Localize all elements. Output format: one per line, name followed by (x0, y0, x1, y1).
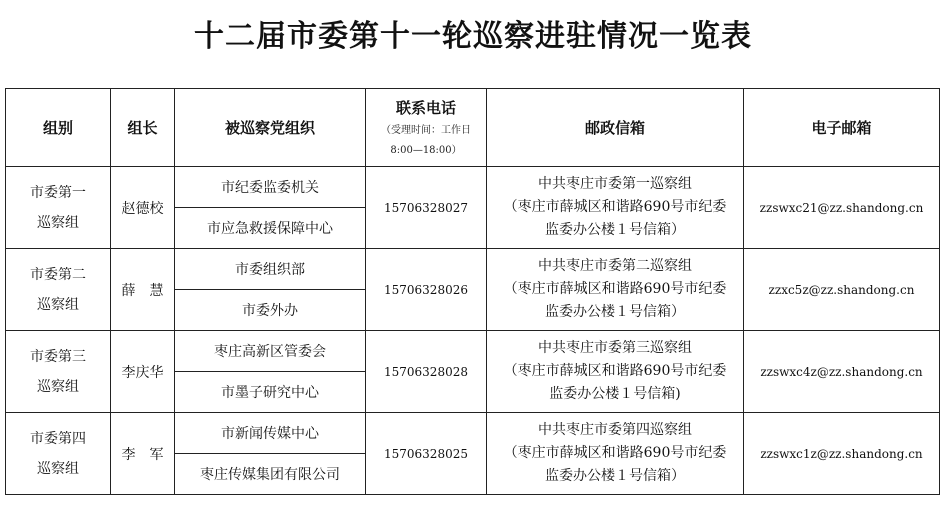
email-cell: zzswxc4z@zz.shandong.cn (744, 331, 940, 413)
inspection-table (5, 88, 940, 495)
org-cell: 市新闻传媒中心 (175, 413, 366, 454)
header-phone-label: 联系电话 (395, 98, 456, 117)
table-row (6, 331, 940, 372)
group-name-line1: 市委第二 (30, 266, 86, 283)
postal-line2: （枣庄市薛城区和谐路690号市纪委 (503, 363, 727, 379)
group-name-line2: 巡察组 (37, 296, 79, 313)
postal-line3: 监委办公楼１号信箱） (545, 222, 685, 238)
group-name-line2: 巡察组 (37, 214, 79, 231)
header-phone-note-2: 8:00—18:00） (390, 144, 462, 156)
header-phone (366, 89, 487, 167)
postal-cell (487, 413, 744, 495)
phone-cell: 15706328028 (366, 331, 487, 413)
postal-line1: 中共枣庄市委第二巡察组 (538, 258, 692, 274)
org-cell: 枣庄传媒集团有限公司 (175, 454, 366, 495)
header-orgs: 被巡察党组织 (175, 89, 366, 167)
leader-cell: 李 军 (111, 413, 175, 495)
postal-line1: 中共枣庄市委第三巡察组 (538, 340, 692, 356)
header-phone-note-1: （受理时间：工作日 (381, 124, 471, 136)
table-row (6, 167, 940, 208)
phone-cell: 15706328027 (366, 167, 487, 249)
phone-cell: 15706328026 (366, 249, 487, 331)
leader-cell: 薛 慧 (111, 249, 175, 331)
page-title: 十二届市委第十一轮巡察进驻情况一览表 (194, 19, 752, 54)
group-cell (6, 167, 111, 249)
header-postal: 邮政信箱 (487, 89, 744, 167)
org-cell: 市委组织部 (175, 249, 366, 290)
header-leader: 组长 (111, 89, 175, 167)
postal-line3: 监委办公楼１号信箱) (549, 386, 681, 402)
postal-cell (487, 331, 744, 413)
phone-cell: 15706328025 (366, 413, 487, 495)
table-row (6, 413, 940, 454)
group-name-line1: 市委第四 (30, 430, 86, 447)
group-name-line1: 市委第一 (30, 184, 86, 201)
postal-line1: 中共枣庄市委第一巡察组 (538, 176, 692, 192)
group-name-line2: 巡察组 (37, 378, 79, 395)
group-name-line1: 市委第三 (30, 348, 86, 365)
org-cell: 市应急救援保障中心 (175, 208, 366, 249)
group-cell (6, 331, 111, 413)
group-cell (6, 413, 111, 495)
org-cell: 市委外办 (175, 290, 366, 331)
org-cell: 枣庄高新区管委会 (175, 331, 366, 372)
group-cell (6, 249, 111, 331)
postal-line3: 监委办公楼１号信箱） (545, 304, 685, 320)
email-cell: zzswxc1z@zz.shandong.cn (744, 413, 940, 495)
email-cell: zzxc5z@zz.shandong.cn (744, 249, 940, 331)
header-email: 电子邮箱 (744, 89, 940, 167)
postal-line3: 监委办公楼１号信箱） (545, 468, 685, 484)
postal-line2: （枣庄市薛城区和谐路690号市纪委 (503, 445, 727, 461)
org-cell: 市墨子研究中心 (175, 372, 366, 413)
postal-line1: 中共枣庄市委第四巡察组 (538, 422, 692, 438)
group-name-line2: 巡察组 (37, 460, 79, 477)
postal-cell (487, 167, 744, 249)
org-cell: 市纪委监委机关 (175, 167, 366, 208)
header-group: 组别 (6, 89, 111, 167)
table-row (6, 249, 940, 290)
leader-cell: 赵德校 (111, 167, 175, 249)
postal-line2: （枣庄市薛城区和谐路690号市纪委 (503, 281, 727, 297)
table-header-row (6, 89, 940, 167)
postal-line2: （枣庄市薛城区和谐路690号市纪委 (503, 199, 727, 215)
leader-cell: 李庆华 (111, 331, 175, 413)
postal-cell (487, 249, 744, 331)
email-cell: zzswxc21@zz.shandong.cn (744, 167, 940, 249)
